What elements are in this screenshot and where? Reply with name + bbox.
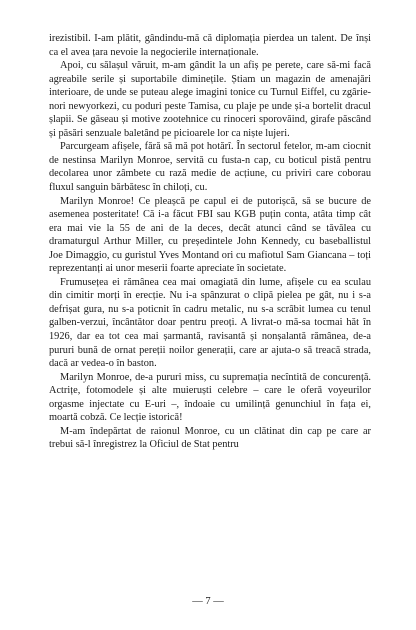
paragraph-3: Parcurgeam afișele, fără să mă pot hotărî. În sectorul fetelor, m-am ciocnit de nestinsa Marilyn Monroe, servită cu fusta-n cap, cu boticul pistă pentru decolarea unor zâmbete cu rază medie de acțiune, cu priviri care coborau fluxul sanguin bărbătesc în chiloți, cu.	[49, 141, 371, 194]
paragraph-6: Marilyn Monroe, de-a pururi miss, cu supremația necîntită de concurență. Actrițe, fotomodele și alte muieruști celebre – care le oferă voyeurilor orgasme injectate cu E-uri –, îndoaie cu umilință genunchiul în fața ei, moartă cobză. Ce lecție istorică!	[49, 371, 371, 424]
page-body	[49, 32, 371, 452]
page-number: — 7 —	[192, 596, 224, 607]
paragraph-2: Apoi, cu sălașul văruit, m-am gândit la un afiș pe perete, care să-mi facă agreabile serile și suportabile diminețile. Știam un magazin de amenajări interioare, de unde se puteau alege imagini tonice cu Turnul Eiffel, cu zgârie-nori newyorkezi, cu poduri peste Tamisa, cu plaje pe unde și-a bortelit dracul șlapii. Se găseau și motive zootehnice cu rinoceri sporovăind, girafe păscând și păsări senzuale baletând pe picioarele lor ca niște lujeri.	[49, 60, 371, 139]
paragraph-7: M-am îndepărtat de raionul Monroe, cu un clătinat din cap pe care ar trebui să-l înregistrez la Oficiul de Stat pentru	[49, 425, 371, 451]
paragraph-5: Frumusețea ei rămânea cea mai omagiată din lume, afișele cu ea sculau din cimitir morți în erecție. Nu i-a spânzurat o clipă pielea pe gât, nu i s-a defrișat gura, nu s-a poticnit în cadru metalic, nu s-a scrâbit lumea cu tenul galben-verzui, încântător doar pentru preoți. A livrat-o mă-sa tocmai hăt în 1926, dar ea tot cea mai șarmantă, ravisantă și nonșalantă rămânea, de-a pururi bună de ornat pereții noilor generații, care ar ajuta-o să treacă strada, dacă ar vedea-o în baston.	[49, 276, 371, 370]
paragraph-4: Marilyn Monroe! Ce pleașcă pe capul ei de putorișcă, să se bucure de asemenea posteritate! Că i-a făcut FBI sau KGB puțin conta, atâta timp cât era mai vie la 55 de ani de la deces, decât atunci când se tăvălea cu dramaturgul Arthur Miller, cu președintele John Kennedy, cu baseballistul Joe Dimaggio, cu guristul Yves Montand ori cu mafiotul Sam Giancana – toți reprezentanți ai unor meserii foarte apreciate în societate.	[49, 195, 371, 275]
paragraph-1: irezistibil. I-am plătit, gândindu-mă că diplomația pierdea un talent. De înși ca el avea țara nevoie la negocierile internaționale.	[49, 33, 371, 58]
